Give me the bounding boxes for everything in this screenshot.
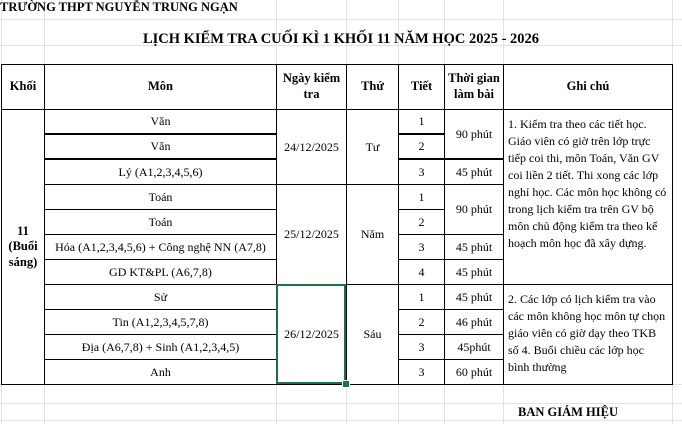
subject-cell[interactable]: Toán xyxy=(44,184,277,210)
header-thoigian-line1: Thời gian xyxy=(448,71,500,86)
subject-cell[interactable]: Địa (A6,7,8) + Sinh (A1,2,3,4,5) xyxy=(44,334,277,360)
header-tiet[interactable]: Tiết xyxy=(398,64,445,110)
period-cell[interactable]: 3 xyxy=(398,359,445,385)
period-cell[interactable]: 2 xyxy=(398,134,445,159)
subject-cell[interactable]: Toán xyxy=(44,209,277,235)
subject-cell[interactable]: Văn xyxy=(44,134,277,159)
header-ngay-line1: Ngày kiểm xyxy=(282,71,341,86)
duration-cell[interactable]: 45 phút xyxy=(444,159,504,185)
duration-cell[interactable]: 45phút xyxy=(444,334,504,360)
subject-cell[interactable]: Anh xyxy=(44,359,277,385)
subject-cell[interactable]: Văn xyxy=(44,109,277,134)
grid-line xyxy=(0,403,682,404)
khoi-session-line1: (Buổi xyxy=(8,239,38,254)
period-cell[interactable]: 2 xyxy=(398,309,445,335)
header-thu[interactable]: Thứ xyxy=(346,64,399,110)
weekday-cell[interactable]: Tư xyxy=(346,109,399,185)
duration-cell[interactable]: 45 phút xyxy=(444,259,504,285)
subject-cell[interactable]: Tin (A1,2,3,4,5,7,8) xyxy=(44,309,277,335)
period-cell[interactable]: 3 xyxy=(398,159,445,185)
date-cell[interactable]: 26/12/2025 xyxy=(276,284,347,385)
subject-cell[interactable]: Sử xyxy=(44,284,277,310)
period-cell[interactable]: 1 xyxy=(398,109,445,134)
khoi-cell[interactable] xyxy=(1,109,45,385)
period-cell[interactable]: 4 xyxy=(398,259,445,285)
header-khoi[interactable]: Khối xyxy=(1,64,45,110)
subject-cell[interactable]: Hóa (A1,2,3,4,5,6) + Công nghệ NN (A7,8) xyxy=(44,234,277,260)
signature-label: BAN GIÁM HIỆU xyxy=(518,405,619,419)
period-cell[interactable]: 1 xyxy=(398,184,445,210)
period-cell[interactable]: 3 xyxy=(398,234,445,260)
duration-cell[interactable]: 45 phút xyxy=(444,234,504,260)
grid-line xyxy=(0,420,682,421)
subject-cell[interactable]: Lý (A1,2,3,4,5,6) xyxy=(44,159,277,185)
date-cell[interactable]: 25/12/2025 xyxy=(276,184,347,285)
period-cell[interactable]: 1 xyxy=(398,284,445,310)
duration-cell[interactable]: 90 phút xyxy=(444,184,504,235)
date-cell[interactable]: 24/12/2025 xyxy=(276,109,347,185)
period-cell[interactable]: 3 xyxy=(398,334,445,360)
fill-handle[interactable] xyxy=(342,380,350,388)
header-thoigian-line2: làm bài xyxy=(454,87,494,101)
note-cell-2[interactable]: 2. Các lớp có lịch kiểm tra vào các môn không học môn tự chọn giáo viên có giờ dạy theo TKB số 4. Buổi chiều các lớp học bình thường xyxy=(503,284,673,385)
duration-cell[interactable]: 45 phút xyxy=(444,284,504,310)
period-cell[interactable]: 2 xyxy=(398,209,445,235)
duration-cell[interactable]: 46 phút xyxy=(444,309,504,335)
khoi-session-line2: sáng) xyxy=(8,254,38,269)
subject-cell[interactable]: GD KT&PL (A6,7,8) xyxy=(44,259,277,285)
grid-line xyxy=(0,19,682,20)
school-name: TRƯỜNG THPT NGUYỄN TRUNG NGẠN xyxy=(0,0,238,14)
weekday-cell[interactable]: Năm xyxy=(346,184,399,285)
header-ngay-kiem-tra[interactable] xyxy=(276,64,347,110)
duration-cell[interactable]: 60 phút xyxy=(444,359,504,385)
duration-cell[interactable]: 90 phút xyxy=(444,109,504,159)
page-title: LỊCH KIỂM TRA CUỐI KÌ 1 KHỐI 11 NĂM HỌC 2025 - 2026 xyxy=(142,31,540,47)
header-mon[interactable]: Môn xyxy=(44,64,277,110)
weekday-cell[interactable]: Sáu xyxy=(346,284,399,385)
header-ngay-line2: tra xyxy=(303,87,320,101)
note-cell-1[interactable]: 1. Kiểm tra theo các tiết học. Giáo viên có giờ trên lớp trực tiếp coi thi, môn Toán, Văn GV coi liền 2 tiết. Thi xong các lớp nghỉ học. Các môn học không có trong lịch kiểm tra trên GV bộ môn chủ động kiểm tra theo kế hoạch môn học đã xây dựng. xyxy=(503,109,673,285)
khoi-grade: 11 xyxy=(17,223,29,238)
header-thoi-gian[interactable] xyxy=(444,64,504,110)
header-ghi-chu[interactable]: Ghi chú xyxy=(503,64,673,110)
